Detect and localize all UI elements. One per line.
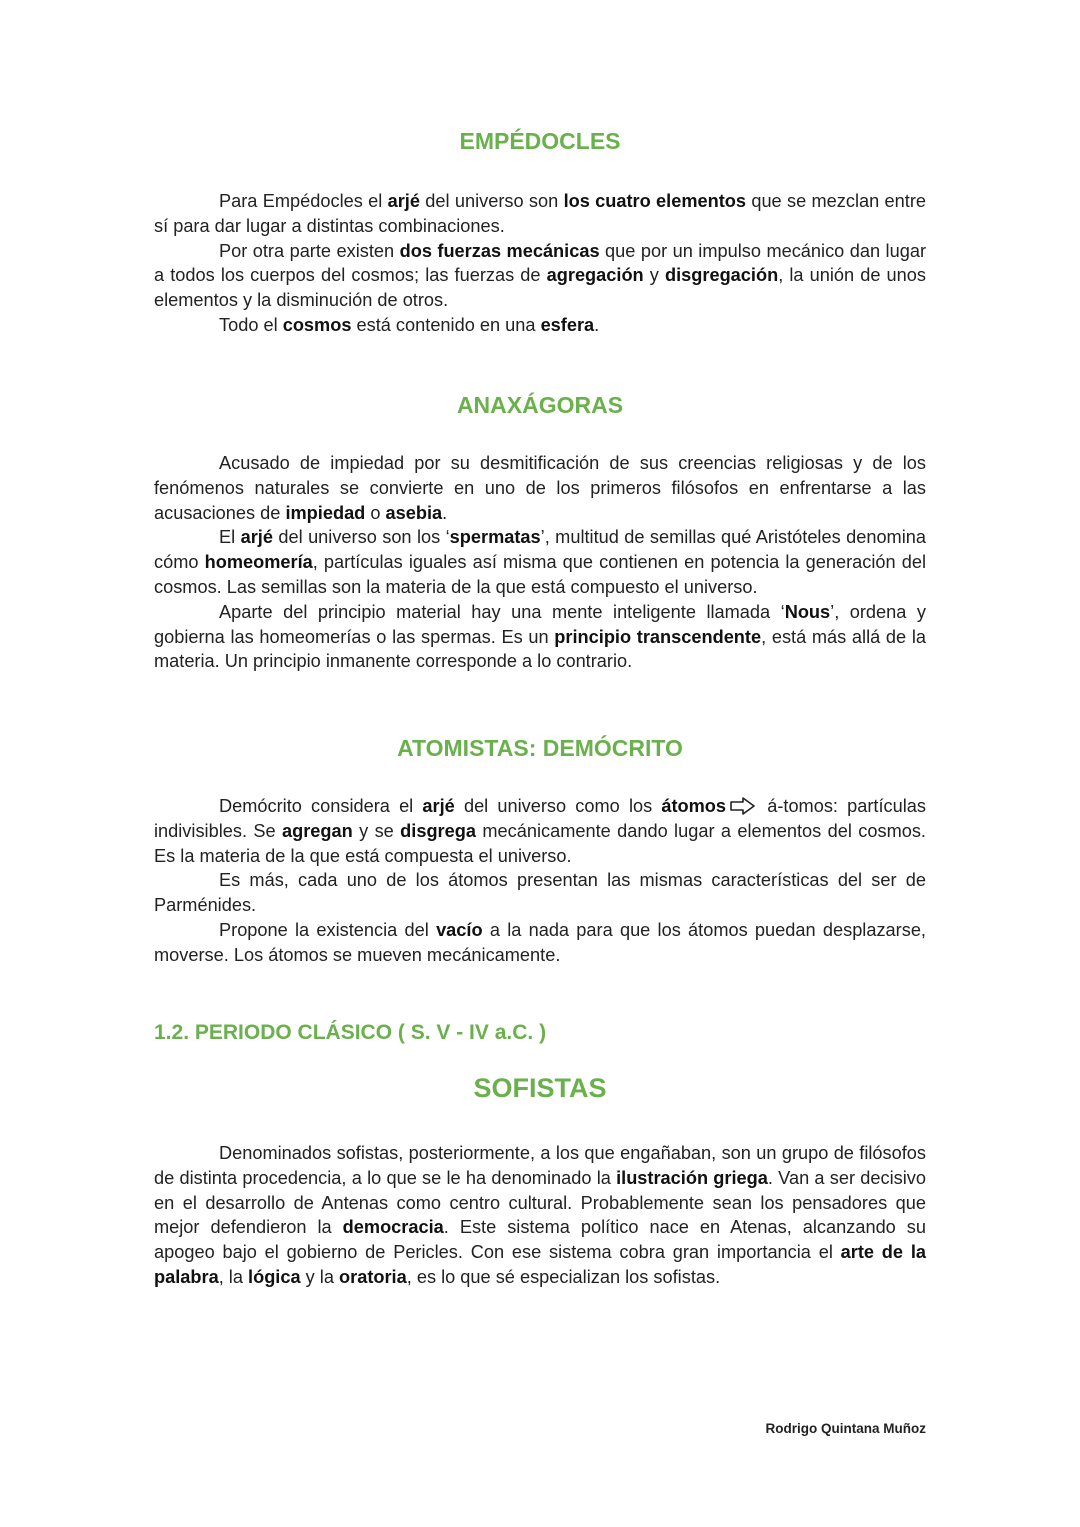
paragraph-atomistas-1a: Demócrito considera el arjé del universo como los átomos — [219, 796, 727, 816]
bold-term: impiedad — [285, 502, 366, 523]
bold-term: dos fuerzas mecánicas — [399, 240, 600, 261]
bold-term: democracia — [342, 1217, 444, 1238]
bold-term: los cuatro elementos — [563, 191, 747, 211]
heading-sofistas: SOFISTAS — [473, 1073, 607, 1103]
heading-atomistas: ATOMISTAS: DEMÓCRITO — [397, 735, 683, 761]
paragraph-empedocles-2: Por otra parte existen dos fuerzas mecánicas que por un impulso mecánico dan lugar a todos los cuerpos del cosmos; las fuerzas de agregación y disgregación, la unión de unos elementos y la disminución de otros. — [154, 240, 927, 311]
paragraph-atomistas-1 — [154, 794, 926, 868]
bold-term: agregación — [546, 265, 644, 286]
paragraph-anaxagoras-3: Aparte del principio material hay una mente inteligente llamada ‘Nous’, ordena y gobierna las homeomerías o las spermas. Es un principio transcendente, está más allá de la materia. Un principio inmanente corresponde a lo contrario. — [154, 601, 926, 672]
paragraph-empedocles-1: Para Empédocles el arjé del universo son los cuatro elementos que se mezclan entre sí para dar lugar a distintas combinaciones. — [154, 191, 926, 236]
bold-term: disgrega — [400, 820, 476, 841]
bold-term: lógica — [248, 1266, 301, 1287]
paragraph-atomistas-3: Propone la existencia del vacío a la nada para que los átomos puedan desplazarse, moverse. Los átomos se mueven mecánicamente. — [154, 919, 926, 965]
bold-term: esfera — [540, 314, 595, 335]
bold-term: homeomería — [204, 552, 313, 573]
bold-term: arjé — [240, 527, 273, 548]
bold-term: arte de la palabra — [154, 1242, 926, 1287]
bold-term: asebia — [385, 502, 443, 523]
heading-anaxagoras: ANAXÁGORAS — [456, 392, 624, 418]
bold-term: ilustración griega — [616, 1167, 768, 1188]
bold-term: principio transcendente — [554, 626, 762, 647]
heading-empedocles: EMPÉDOCLES — [459, 128, 621, 154]
paragraphs-empedocles — [154, 189, 926, 338]
paragraphs-atomistas — [154, 794, 926, 968]
heading-periodo-clasico: 1.2. PERIODO CLÁSICO ( S. V - IV a.C. ) — [154, 1021, 547, 1044]
paragraph-sofistas-1: Denominados sofistas, posteriormente, a los que engañaban, son un grupo de filósofos de distinta procedencia, a lo que se le ha denominado la ilustración griega. Van a ser decisivo en el desarrollo de Antenas como centro cultural. Probablemente sean los pensadores que mejor defendieron la democracia. Este sistema político nace en Atenas, alcanzando su apogeo bajo el gobierno de Pericles. Con ese sistema cobra gran importancia el arte de la palabra, la lógica y la oratoria, es lo que sé especializan los sofistas. — [154, 1143, 926, 1287]
paragraph-anaxagoras-1: Acusado de impiedad por su desmitificación de sus creencias religiosas y de los fenómenos naturales se convierte en uno de los primeros filósofos en enfrentarse a las acusaciones de impiedad o asebia. — [154, 453, 926, 523]
right-arrow-icon — [730, 797, 756, 815]
bold-term: átomos — [661, 796, 727, 816]
paragraph-empedocles-3: Todo el cosmos está contenido en una esfera. — [219, 314, 600, 335]
paragraphs-sofistas — [154, 1141, 926, 1290]
bold-term: agregan — [281, 820, 353, 841]
paragraph-anaxagoras-2: El arjé del universo son los ‘spermatas’, multitud de semillas qué Aristóteles denomina cómo homeomería, partículas iguales así misma que contienen en potencia la generación del cosmos. Las semillas son la materia de la que está compuesto el universo. — [154, 527, 926, 597]
bold-term: vacío — [436, 919, 483, 940]
bold-term: arjé — [387, 191, 420, 211]
bold-term: Nous — [784, 601, 831, 622]
paragraph-atomistas-1b: á-tomos: partículas indivisibles. Se agregan y se disgrega mecánicamente dando lugar a elementos del cosmos. Es la materia de la que está compuesta el universo. — [154, 796, 926, 866]
bold-term: oratoria — [339, 1266, 407, 1287]
bold-term: cosmos — [282, 314, 352, 335]
bold-term: disgregación — [664, 265, 779, 286]
paragraph-atomistas-2: Es más, cada uno de los átomos presentan las mismas características del ser de Parménides. — [154, 870, 926, 916]
bold-term: spermatas — [449, 527, 541, 548]
footer-author: Rodrigo Quintana Muñoz — [765, 1421, 926, 1436]
paragraphs-anaxagoras — [154, 451, 926, 674]
bold-term: arjé — [422, 796, 455, 816]
